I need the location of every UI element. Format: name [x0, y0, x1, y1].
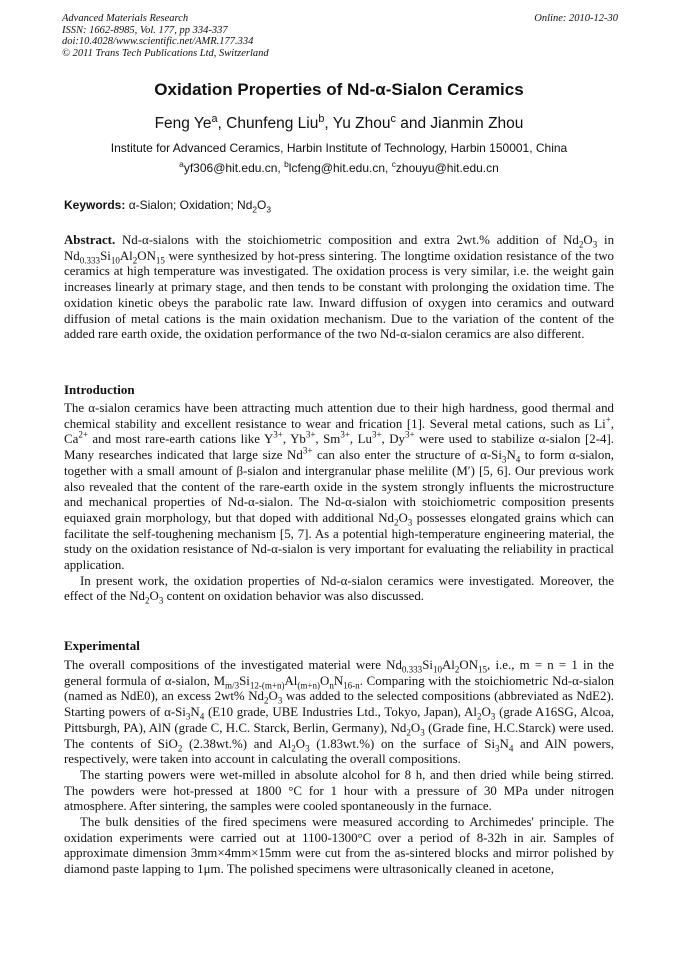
subscript: 10: [110, 255, 120, 266]
text-run: possesses elongated grains which can facilitate the self-toughening mechanism [5, 7]. As a potential high-temperature engineering material, the study on the oxidation resistance of Nd-α-sialon is very important for evaluating the reliability in practical application.: [64, 510, 614, 573]
subscript: 2: [454, 664, 460, 675]
email-address[interactable]: zhouyu@hit.edu.cn: [395, 161, 499, 175]
text-run: ON: [459, 658, 479, 672]
text-run: O: [320, 673, 330, 688]
keywords-text: O: [257, 198, 267, 212]
journal-name: Advanced Materials Research: [62, 13, 189, 24]
subscript: m/3: [225, 680, 240, 691]
text-run: O: [268, 689, 278, 704]
subscript: 3: [158, 596, 164, 607]
text-run: Nd-α-sialons with the stoichiometric composition and extra 2wt.% addition of Nd: [115, 233, 579, 247]
text-run: O: [295, 736, 306, 751]
abstract-label: Abstract.: [64, 233, 116, 247]
copyright: © 2011 Trans Tech Publications Ltd, Switzerland: [62, 47, 269, 59]
email-mark: c: [391, 159, 396, 169]
paragraph: [64, 658, 614, 768]
subscript: 4: [199, 711, 205, 722]
text-run: Al: [284, 673, 298, 688]
author-name: Feng Ye: [154, 115, 212, 132]
keywords: [64, 198, 272, 215]
text-run: O: [481, 705, 491, 720]
subscript: 2: [406, 727, 411, 738]
author-list: Feng Ye$^a$, Chunfeng Liu$^b$, Yu Zhou$^c$ and Jianmin Zhou: [154, 112, 524, 132]
subscript: (m+n): [297, 680, 321, 691]
text-run: O: [583, 233, 593, 247]
text-run: , Ca: [64, 416, 614, 447]
subscript: 3: [277, 695, 283, 706]
subscript: 0.333: [401, 664, 423, 675]
author-name: Chunfeng Liu: [226, 115, 319, 132]
text-run: O: [398, 510, 408, 525]
subscript: 10: [432, 664, 442, 675]
text-run: Si: [422, 658, 433, 672]
subscript: 2: [578, 239, 584, 250]
text-run: was added to the selected compositions (abbreviated as NdE2). Starting powers of α-Si: [64, 689, 614, 720]
text-run: , Dy: [381, 432, 406, 447]
text-run: were used to stabilize α-sialon [2-4]. Many researches indicated that large size Nd: [64, 432, 614, 463]
text-run: , i.e., m = n = 1 in the general formula of α-sialon, M: [64, 658, 614, 688]
text-run: (grade A16SG, Alcoa, Pittsburgh, PA), AlN (grade C, H.C. Starck, Berlin, Germany), Nd: [64, 705, 614, 735]
subscript: 2: [145, 596, 150, 607]
text-run: (1.83wt.%) on the surface of Si: [309, 736, 496, 751]
subscript: 16-n: [343, 680, 360, 691]
paragraph: [64, 574, 614, 605]
email-list: [0, 161, 678, 175]
subscript: 15: [478, 664, 488, 675]
text-run: and AlN powers, respectively, were taken into account in calculating the overall compositions.: [64, 736, 614, 767]
online-date: Online: 2010-12-30: [534, 13, 618, 24]
superscript: 3+: [302, 445, 313, 456]
text-run: (Grade fine, H.C.Starck) were used. The contents of SiO: [64, 720, 614, 751]
author-affil-mark: c: [390, 112, 396, 125]
email-address[interactable]: yf306@hit.edu.cn,: [183, 161, 281, 175]
subscript: 12-(m+n): [249, 680, 285, 691]
text-run: , Lu: [349, 432, 372, 447]
experimental-body: [64, 658, 614, 878]
paper-title: Oxidation Properties of Nd-α-Sialon Ceramics: [154, 80, 524, 99]
subscript: 3: [185, 711, 191, 722]
subscript: 2: [263, 695, 269, 706]
subscript: 2: [291, 743, 296, 754]
email-address[interactable]: lcfeng@hit.edu.cn,: [288, 161, 389, 175]
text-run: , Yb: [282, 432, 306, 447]
subscript: 3: [407, 517, 413, 528]
introduction-body: [64, 401, 614, 605]
email-mark: a: [179, 159, 184, 169]
author-affil-mark: a: [211, 112, 218, 125]
text-run: , Sm: [315, 432, 341, 447]
subscript: 4: [508, 743, 514, 754]
author-name: and Jianmin Zhou: [400, 115, 524, 132]
paragraph: The bulk densities of the fired specimens were measured according to Archimedes' principle. The oxidation experiments were carried out at 1100-1300°C over a period of 8-32h in air. Samples of approximate dimension 3mm×4mm×15mm were cut from the as-sintered blocks and mirror polished by diamond paste lapping to 1μm. The polished specimens were ultrasonically cleaned in acetone,: [64, 815, 614, 877]
text-run: O: [410, 720, 421, 735]
superscript: 3+: [371, 430, 382, 441]
abstract: [64, 233, 614, 343]
subscript: 3: [592, 239, 598, 250]
subscript: 2: [177, 743, 183, 754]
text-run: N: [506, 448, 516, 463]
text-run: Al: [119, 248, 133, 263]
paragraph: [64, 401, 614, 574]
text-run: were synthesized by hot-press sintering. The longtime oxidation resistance of the two ceramics at high temperature was investigated. The oxidation process is very similar, i.e. the weight gain increases linearly at primary stage, and then tends to be constant with prolonging the oxidation time. The oxidation kinetic obeys the parabolic rate law. Inward diffusion of oxygen into ceramics and outward diffusion of metal cations is the main oxidation mechanism. Due to the variation of the content of the added rare earth oxide, the oxidation performance of the two Nd-α-sialon ceramics are also different.: [64, 248, 614, 342]
text-run: in Nd: [64, 233, 615, 263]
text-run: The α-sialon ceramics have been attracting much attention due to their high hardness, good thermal and chemical stability and excellent resistance to wear and frication [1]. Several metal cations, such as Li: [64, 401, 614, 431]
subscript: 15: [155, 255, 165, 266]
subscript: 3: [490, 711, 496, 722]
text-run: Al: [441, 658, 455, 672]
text-run: N: [190, 705, 200, 720]
subscript: 2: [393, 517, 399, 528]
text-run: O: [149, 589, 159, 604]
text-run: The overall compositions of the investigated material were Nd: [64, 658, 402, 672]
keywords-text: α-Sialon; Oxidation; Nd: [128, 198, 253, 212]
text-run: content on oxidation behavior was also discussed.: [163, 589, 424, 604]
keywords-label: Keywords:: [64, 198, 126, 212]
subscript: 2: [252, 204, 258, 215]
subscript: 0.333: [79, 255, 101, 266]
text-run: In present work, the oxidation properties of Nd-α-sialon ceramics were investigated. Moreover, the effect of the Nd: [64, 573, 614, 604]
subscript: 3: [305, 743, 310, 754]
subscript: 3: [501, 454, 507, 465]
superscript: 2+: [78, 430, 88, 441]
journal-header: [62, 13, 618, 59]
text-run: N: [499, 736, 509, 751]
author-name: Yu Zhou: [332, 115, 391, 132]
superscript: 3+: [405, 430, 415, 441]
section-heading-introduction: Introduction: [64, 382, 135, 397]
section-heading-experimental: Experimental: [64, 638, 140, 653]
author-affil-mark: b: [318, 112, 325, 125]
text-run: (E10 grade, UBE Industries Ltd., Tokyo, Japan), Al: [204, 705, 477, 720]
subscript: 4: [515, 454, 521, 465]
superscript: 3+: [273, 430, 283, 441]
text-run: Si: [239, 673, 250, 688]
text-run: ON: [137, 248, 156, 263]
text-run: . Comparing with the stoichiometric Nd-α-sialon (named as NdE0), an excess 2wt% Nd: [64, 673, 615, 704]
issn: ISSN: 1662-8985, Vol. 177, pp 334-337: [62, 24, 228, 36]
text-run: and most rare-earth cations like Y: [87, 432, 274, 447]
text-run: to form α-sialon, together with a small amount of β-sialon and intergranular phase melilite (M′) [5, 6]. Our previous work also revealed that the content of the rare-earth oxide in the system strongly influents the microstructure and mechanical properties of Nd-α-sialon. The Nd-α-sialon with stoichiometric composition presents equiaxed grain morphology, but that doped with additional Nd: [64, 448, 614, 525]
superscript: 3+: [340, 430, 350, 441]
subscript: 2: [476, 711, 482, 722]
email-mark: b: [284, 159, 289, 169]
subscript: 3: [420, 727, 425, 738]
superscript: +: [605, 414, 611, 425]
subscript: 2: [132, 255, 138, 266]
text-run: Si: [100, 248, 111, 263]
doi: doi:10.4028/www.scientific.net/AMR.177.334: [62, 36, 254, 48]
text-run: (2.38wt.%) and Al: [182, 736, 292, 751]
subscript: 3: [266, 204, 272, 215]
text-run: N: [333, 673, 344, 688]
superscript: 3+: [305, 430, 316, 441]
text-run: can also enter the structure of α-Si: [312, 448, 502, 463]
subscript: 3: [495, 743, 500, 754]
affiliation: Institute for Advanced Ceramics, Harbin Institute of Technology, Harbin 150001, China: [110, 141, 568, 155]
paragraph: The starting powers were wet-milled in absolute alcohol for 8 h, and then dried while being stirred. The powders were hot-pressed at 1800 °C for 1 hour with a pressure of 30 MPa under nitrogen atmosphere. After sintering, the samples were cooled spontaneously in the furnace.: [64, 767, 614, 814]
subscript: n: [329, 680, 334, 691]
